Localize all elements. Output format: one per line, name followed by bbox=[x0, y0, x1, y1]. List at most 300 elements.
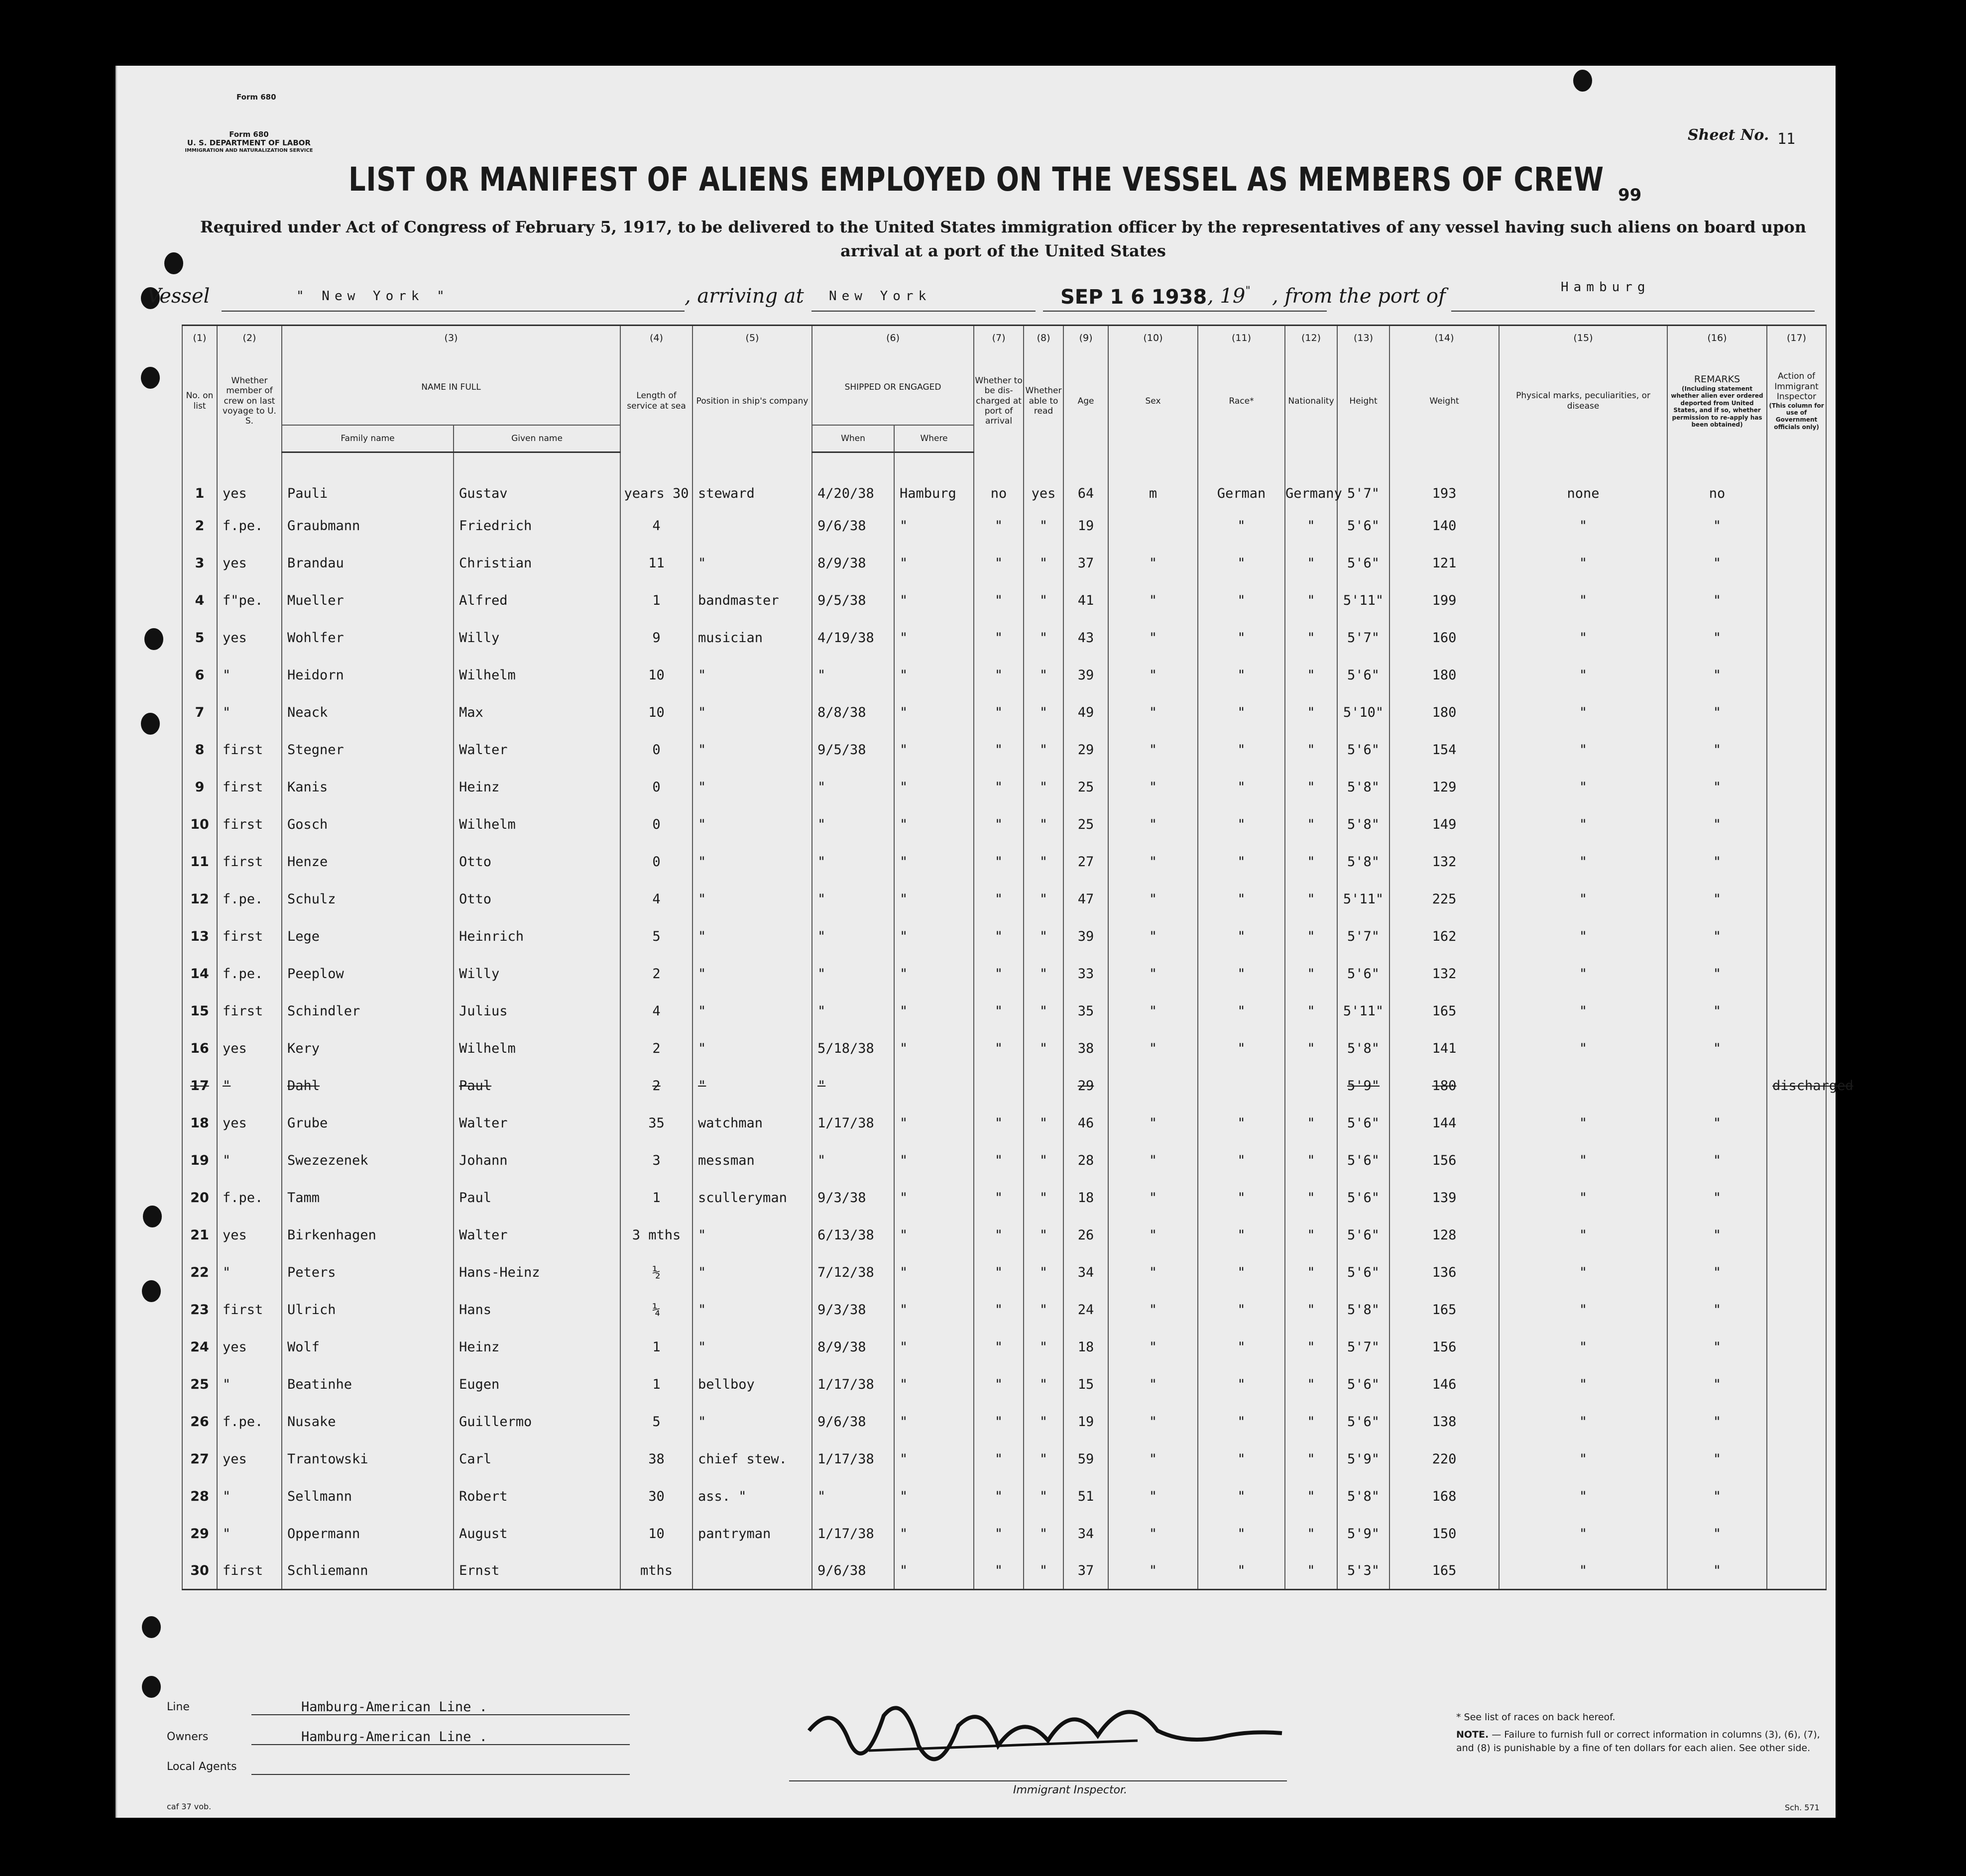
cell-read: " bbox=[1024, 843, 1063, 881]
cell-position: steward bbox=[693, 452, 812, 507]
cell-where: " bbox=[894, 619, 974, 657]
cell-sex: " bbox=[1108, 1104, 1198, 1142]
cell-no: 20 bbox=[182, 1179, 217, 1216]
cell-age: 27 bbox=[1063, 843, 1108, 881]
cell-service: 4 bbox=[620, 993, 693, 1030]
cell-position: " bbox=[693, 545, 812, 582]
cell-discharged: " bbox=[974, 1291, 1024, 1328]
cell-no: 18 bbox=[182, 1104, 217, 1142]
table-row bbox=[182, 657, 1826, 694]
table-row bbox=[182, 918, 1826, 955]
cell-race: " bbox=[1198, 582, 1285, 619]
cell-age: 19 bbox=[1063, 507, 1108, 545]
cell-position: " bbox=[693, 1067, 812, 1104]
cell-sex bbox=[1108, 507, 1198, 545]
cell-action bbox=[1767, 1291, 1826, 1328]
cell-remarks: " bbox=[1667, 1030, 1767, 1067]
cell-age: 34 bbox=[1063, 1515, 1108, 1552]
cell-marks: " bbox=[1499, 545, 1667, 582]
cell-where: " bbox=[894, 1104, 974, 1142]
cell-read bbox=[1024, 1067, 1063, 1104]
department-name: U. S. DEPARTMENT OF LABOR bbox=[187, 138, 311, 148]
cell-marks: " bbox=[1499, 1030, 1667, 1067]
table-row bbox=[182, 1552, 1826, 1590]
cell-action bbox=[1767, 619, 1826, 657]
note-prefix: NOTE. bbox=[1456, 1729, 1489, 1740]
cell-marks: " bbox=[1499, 1142, 1667, 1179]
cell-when: 8/8/38 bbox=[812, 694, 894, 731]
cell-member: " bbox=[217, 1366, 282, 1403]
cell-position: " bbox=[693, 731, 812, 769]
cell-action bbox=[1767, 1179, 1826, 1216]
cell-weight: 193 bbox=[1389, 452, 1499, 507]
cell-height: 5'6" bbox=[1337, 507, 1389, 545]
line-value: Hamburg-American Line . bbox=[301, 1699, 487, 1715]
cell-remarks: " bbox=[1667, 1440, 1767, 1478]
table-row bbox=[182, 1366, 1826, 1403]
cell-height: 5'11" bbox=[1337, 881, 1389, 918]
cell-weight: 220 bbox=[1389, 1440, 1499, 1478]
cell-family: Kanis bbox=[282, 769, 454, 806]
cell-age: 64 bbox=[1063, 452, 1108, 507]
cell-nationality: " bbox=[1285, 1552, 1337, 1590]
cell-discharged: " bbox=[974, 619, 1024, 657]
cell-race: " bbox=[1198, 1515, 1285, 1552]
cell-age: 59 bbox=[1063, 1440, 1108, 1478]
cell-height: 5'9" bbox=[1337, 1440, 1389, 1478]
cell-sex: " bbox=[1108, 1478, 1198, 1515]
cell-service: 4 bbox=[620, 881, 693, 918]
cell-service: ¼ bbox=[620, 1291, 693, 1328]
cell-nationality: " bbox=[1285, 1142, 1337, 1179]
col-num-6: (6) bbox=[812, 326, 974, 350]
cell-when: " bbox=[812, 1478, 894, 1515]
arriving-port: New York bbox=[829, 289, 931, 304]
vessel-line bbox=[147, 280, 1815, 315]
cell-sex: m bbox=[1108, 452, 1198, 507]
cell-height: 5'6" bbox=[1337, 545, 1389, 582]
cell-marks: " bbox=[1499, 1328, 1667, 1366]
cell-family: Stegner bbox=[282, 731, 454, 769]
cell-read: " bbox=[1024, 918, 1063, 955]
cell-race: " bbox=[1198, 806, 1285, 843]
cell-race: " bbox=[1198, 1403, 1285, 1440]
col-num-11: (11) bbox=[1198, 326, 1285, 350]
cell-where: " bbox=[894, 769, 974, 806]
cell-race: German bbox=[1198, 452, 1285, 507]
cell-family: Lege bbox=[282, 918, 454, 955]
cell-height: 5'8" bbox=[1337, 1030, 1389, 1067]
cell-action bbox=[1767, 1440, 1826, 1478]
cell-when: " bbox=[812, 955, 894, 993]
cell-sex: " bbox=[1108, 1515, 1198, 1552]
cell-no: 25 bbox=[182, 1366, 217, 1403]
cell-given: Heinrich bbox=[454, 918, 620, 955]
cell-nationality: " bbox=[1285, 545, 1337, 582]
cell-given: Guillermo bbox=[454, 1403, 620, 1440]
cell-member: first bbox=[217, 843, 282, 881]
cell-service: 4 bbox=[620, 507, 693, 545]
cell-sex: " bbox=[1108, 1291, 1198, 1328]
cell-sex: " bbox=[1108, 582, 1198, 619]
cell-no: 26 bbox=[182, 1403, 217, 1440]
cell-where bbox=[894, 1067, 974, 1104]
cell-action bbox=[1767, 1104, 1826, 1142]
cell-service: 0 bbox=[620, 769, 693, 806]
failure-note bbox=[1456, 1728, 1825, 1755]
cell-read: " bbox=[1024, 1552, 1063, 1590]
col-num-1: (1) bbox=[182, 326, 217, 350]
cell-given: Wilhelm bbox=[454, 657, 620, 694]
cell-marks: " bbox=[1499, 993, 1667, 1030]
cell-where: " bbox=[894, 545, 974, 582]
cell-position: " bbox=[693, 694, 812, 731]
cell-age: 39 bbox=[1063, 657, 1108, 694]
sheet-number-value: 11 bbox=[1777, 130, 1796, 148]
cell-discharged: " bbox=[974, 1515, 1024, 1552]
cell-remarks: " bbox=[1667, 545, 1767, 582]
manifest-sheet bbox=[116, 66, 1853, 1818]
cell-sex: " bbox=[1108, 955, 1198, 993]
cell-member: first bbox=[217, 1552, 282, 1590]
cell-member: " bbox=[217, 1515, 282, 1552]
from-port: Hamburg bbox=[1561, 280, 1650, 295]
cell-given: Otto bbox=[454, 881, 620, 918]
cell-where: " bbox=[894, 1179, 974, 1216]
cell-position: " bbox=[693, 881, 812, 918]
cell-no: 11 bbox=[182, 843, 217, 881]
cell-marks: " bbox=[1499, 1104, 1667, 1142]
cell-read: " bbox=[1024, 955, 1063, 993]
cell-where: " bbox=[894, 1478, 974, 1515]
cell-read: " bbox=[1024, 507, 1063, 545]
cell-when: 8/9/38 bbox=[812, 1328, 894, 1366]
header-age: Age bbox=[1063, 350, 1108, 452]
cell-nationality: " bbox=[1285, 1403, 1337, 1440]
cell-race: " bbox=[1198, 1216, 1285, 1254]
cell-sex: " bbox=[1108, 1254, 1198, 1291]
department-block bbox=[174, 130, 324, 153]
cell-action bbox=[1767, 507, 1826, 545]
cell-service: 3 mths bbox=[620, 1216, 693, 1254]
cell-member: first bbox=[217, 918, 282, 955]
cell-member: " bbox=[217, 1142, 282, 1179]
cell-family: Trantowski bbox=[282, 1440, 454, 1478]
cell-race: " bbox=[1198, 1552, 1285, 1590]
cell-read: " bbox=[1024, 806, 1063, 843]
cell-weight: 160 bbox=[1389, 619, 1499, 657]
cell-action bbox=[1767, 918, 1826, 955]
cell-nationality: " bbox=[1285, 619, 1337, 657]
cell-family: Kery bbox=[282, 1030, 454, 1067]
cell-given: Heinz bbox=[454, 1328, 620, 1366]
cell-discharged: " bbox=[974, 1216, 1024, 1254]
col-num-10: (10) bbox=[1108, 326, 1198, 350]
cell-sex: " bbox=[1108, 1403, 1198, 1440]
cell-discharged: no bbox=[974, 452, 1024, 507]
cell-remarks: " bbox=[1667, 1142, 1767, 1179]
cell-given: Hans bbox=[454, 1291, 620, 1328]
header-name-in-full: NAME IN FULL bbox=[282, 350, 620, 425]
header-height: Height bbox=[1337, 350, 1389, 452]
cell-race: " bbox=[1198, 1142, 1285, 1179]
cell-marks: " bbox=[1499, 769, 1667, 806]
cell-weight: 162 bbox=[1389, 918, 1499, 955]
cell-remarks: " bbox=[1667, 1216, 1767, 1254]
cell-sex: " bbox=[1108, 806, 1198, 843]
cell-race: " bbox=[1198, 993, 1285, 1030]
col-num-15: (15) bbox=[1499, 326, 1667, 350]
cell-given: Walter bbox=[454, 1216, 620, 1254]
cell-weight: 165 bbox=[1389, 993, 1499, 1030]
cell-sex: " bbox=[1108, 694, 1198, 731]
cell-marks: " bbox=[1499, 1515, 1667, 1552]
cell-read: " bbox=[1024, 1403, 1063, 1440]
cell-member: " bbox=[217, 1478, 282, 1515]
cell-no: 6 bbox=[182, 657, 217, 694]
cell-race bbox=[1198, 1067, 1285, 1104]
requirement-text: Required under Act of Congress of February 5, 1917, to be delivered to the United States immigration officer by the representatives of any vessel having such aliens on board upon arrival at a port of the United States bbox=[200, 218, 1806, 260]
cell-service: 30 bbox=[620, 1478, 693, 1515]
cell-marks: " bbox=[1499, 843, 1667, 881]
table-row bbox=[182, 545, 1826, 582]
cell-family: Brandau bbox=[282, 545, 454, 582]
cell-discharged: " bbox=[974, 769, 1024, 806]
col-num-14: (14) bbox=[1389, 326, 1499, 350]
cell-no: 23 bbox=[182, 1291, 217, 1328]
cell-age: 41 bbox=[1063, 582, 1108, 619]
cell-race: " bbox=[1198, 918, 1285, 955]
cell-race: " bbox=[1198, 1291, 1285, 1328]
cell-remarks: " bbox=[1667, 1366, 1767, 1403]
cell-height: 5'10" bbox=[1337, 694, 1389, 731]
cell-marks: " bbox=[1499, 694, 1667, 731]
header-nationality: Nationality bbox=[1285, 350, 1337, 452]
table-row bbox=[182, 993, 1826, 1030]
cell-given: Walter bbox=[454, 731, 620, 769]
cell-remarks: " bbox=[1667, 1515, 1767, 1552]
col-num-4: (4) bbox=[620, 326, 693, 350]
cell-action bbox=[1767, 1478, 1826, 1515]
cell-nationality: " bbox=[1285, 1515, 1337, 1552]
header-action-note: (This column for use of Government officials only) bbox=[1769, 402, 1824, 431]
cell-nationality: " bbox=[1285, 881, 1337, 918]
cell-sex: " bbox=[1108, 918, 1198, 955]
cell-age: 37 bbox=[1063, 545, 1108, 582]
cell-nationality: " bbox=[1285, 1179, 1337, 1216]
cell-member: yes bbox=[217, 452, 282, 507]
cell-position: " bbox=[693, 843, 812, 881]
cell-discharged: " bbox=[974, 507, 1024, 545]
cell-nationality: " bbox=[1285, 843, 1337, 881]
cell-sex: " bbox=[1108, 1328, 1198, 1366]
cell-family: Wolf bbox=[282, 1328, 454, 1366]
cell-member: f.pe. bbox=[217, 1179, 282, 1216]
cell-race: " bbox=[1198, 1478, 1285, 1515]
table-row bbox=[182, 1067, 1826, 1104]
cell-when: 1/17/38 bbox=[812, 1366, 894, 1403]
cell-height: 5'6" bbox=[1337, 1179, 1389, 1216]
cell-nationality: " bbox=[1285, 1328, 1337, 1366]
col-num-5: (5) bbox=[693, 326, 812, 350]
cell-weight: 156 bbox=[1389, 1142, 1499, 1179]
cell-service: 0 bbox=[620, 843, 693, 881]
table-row bbox=[182, 806, 1826, 843]
cell-marks: " bbox=[1499, 918, 1667, 955]
table-row bbox=[182, 1515, 1826, 1552]
col-num-2: (2) bbox=[217, 326, 282, 350]
cell-marks: " bbox=[1499, 1366, 1667, 1403]
cell-when: 1/17/38 bbox=[812, 1440, 894, 1478]
column-label-row bbox=[182, 350, 1826, 425]
table-row bbox=[182, 694, 1826, 731]
owners-value: Hamburg-American Line . bbox=[301, 1729, 487, 1745]
cell-discharged: " bbox=[974, 1104, 1024, 1142]
column-number-row bbox=[182, 326, 1826, 350]
cell-member: first bbox=[217, 1291, 282, 1328]
cell-remarks: " bbox=[1667, 881, 1767, 918]
cell-service: 10 bbox=[620, 1515, 693, 1552]
cell-position: watchman bbox=[693, 1104, 812, 1142]
table-row bbox=[182, 1403, 1826, 1440]
cell-read: " bbox=[1024, 657, 1063, 694]
cell-nationality: " bbox=[1285, 918, 1337, 955]
cell-when: " bbox=[812, 843, 894, 881]
cell-position: messman bbox=[693, 1142, 812, 1179]
cell-nationality: Germany bbox=[1285, 452, 1337, 507]
cell-given: Gustav bbox=[454, 452, 620, 507]
cell-where: " bbox=[894, 1216, 974, 1254]
cell-where: " bbox=[894, 881, 974, 918]
handwritten-number: 99 bbox=[1618, 185, 1642, 205]
table-row bbox=[182, 1254, 1826, 1291]
cell-age: 25 bbox=[1063, 806, 1108, 843]
cell-service: 3 bbox=[620, 1142, 693, 1179]
cell-where: " bbox=[894, 806, 974, 843]
cell-age: 51 bbox=[1063, 1478, 1108, 1515]
table-row bbox=[182, 452, 1826, 507]
cell-when: " bbox=[812, 918, 894, 955]
cell-action bbox=[1767, 1552, 1826, 1590]
manifest-title: LIST OR MANIFEST OF ALIENS EMPLOYED ON THE VESSEL AS MEMBERS OF CREW bbox=[348, 160, 1604, 199]
cell-service: 1 bbox=[620, 1328, 693, 1366]
cell-weight: 132 bbox=[1389, 843, 1499, 881]
cell-age: 35 bbox=[1063, 993, 1108, 1030]
cell-no: 17 bbox=[182, 1067, 217, 1104]
col-num-9: (9) bbox=[1063, 326, 1108, 350]
cell-read: " bbox=[1024, 582, 1063, 619]
header-able-to-read: Whether able to read bbox=[1024, 350, 1063, 452]
cell-member: yes bbox=[217, 1216, 282, 1254]
cell-where: " bbox=[894, 1291, 974, 1328]
cell-race: " bbox=[1198, 731, 1285, 769]
cell-read: " bbox=[1024, 731, 1063, 769]
cell-weight: 180 bbox=[1389, 1067, 1499, 1104]
cell-member: first bbox=[217, 731, 282, 769]
cell-action: discharged bbox=[1767, 1067, 1826, 1104]
cell-race: " bbox=[1198, 1366, 1285, 1403]
races-note: * See list of races on back hereof. bbox=[1456, 1712, 1616, 1723]
col-num-8: (8) bbox=[1024, 326, 1063, 350]
cell-remarks: " bbox=[1667, 731, 1767, 769]
cell-where: " bbox=[894, 1030, 974, 1067]
cell-remarks bbox=[1667, 1067, 1767, 1104]
cell-sex: " bbox=[1108, 545, 1198, 582]
cell-action bbox=[1767, 1515, 1826, 1552]
cell-weight: 168 bbox=[1389, 1478, 1499, 1515]
cell-marks bbox=[1499, 1067, 1667, 1104]
cell-where: " bbox=[894, 1142, 974, 1179]
cell-age: 39 bbox=[1063, 918, 1108, 955]
cell-read: " bbox=[1024, 1216, 1063, 1254]
cell-sex: " bbox=[1108, 993, 1198, 1030]
inspector-signature bbox=[789, 1671, 1287, 1785]
cell-nationality: " bbox=[1285, 657, 1337, 694]
cell-height: 5'9" bbox=[1337, 1067, 1389, 1104]
cell-marks: none bbox=[1499, 452, 1667, 507]
cell-family: Pauli bbox=[282, 452, 454, 507]
cell-where: " bbox=[894, 582, 974, 619]
cell-where: " bbox=[894, 1403, 974, 1440]
cell-nationality: " bbox=[1285, 1366, 1337, 1403]
cell-member: " bbox=[217, 657, 282, 694]
cell-discharged: " bbox=[974, 1328, 1024, 1366]
cell-marks: " bbox=[1499, 1254, 1667, 1291]
table-row bbox=[182, 731, 1826, 769]
cell-where: " bbox=[894, 731, 974, 769]
cell-action bbox=[1767, 657, 1826, 694]
table-row bbox=[182, 1142, 1826, 1179]
cell-no: 14 bbox=[182, 955, 217, 993]
cell-height: 5'6" bbox=[1337, 955, 1389, 993]
cell-height: 5'8" bbox=[1337, 806, 1389, 843]
cell-nationality: " bbox=[1285, 731, 1337, 769]
cell-weight: 154 bbox=[1389, 731, 1499, 769]
cell-family: Birkenhagen bbox=[282, 1216, 454, 1254]
cell-sex: " bbox=[1108, 1179, 1198, 1216]
cell-action bbox=[1767, 881, 1826, 918]
cell-service: 5 bbox=[620, 1403, 693, 1440]
cell-no: 24 bbox=[182, 1328, 217, 1366]
cell-given: Otto bbox=[454, 843, 620, 881]
cell-marks: " bbox=[1499, 1179, 1667, 1216]
cell-when: 9/5/38 bbox=[812, 731, 894, 769]
cell-service: years 30 bbox=[620, 452, 693, 507]
from-label: , from the port of bbox=[1272, 285, 1446, 308]
cell-remarks: " bbox=[1667, 1552, 1767, 1590]
cell-discharged: " bbox=[974, 582, 1024, 619]
cell-when: " bbox=[812, 1142, 894, 1179]
cell-age: 15 bbox=[1063, 1366, 1108, 1403]
header-race: Race* bbox=[1198, 350, 1285, 452]
cell-family: Dahl bbox=[282, 1067, 454, 1104]
cell-nationality: " bbox=[1285, 769, 1337, 806]
header-when: When bbox=[812, 425, 894, 452]
cell-given: Wilhelm bbox=[454, 1030, 620, 1067]
cell-discharged: " bbox=[974, 1440, 1024, 1478]
cell-family: Beatinhe bbox=[282, 1366, 454, 1403]
cell-weight: 156 bbox=[1389, 1328, 1499, 1366]
cell-given: Walter bbox=[454, 1104, 620, 1142]
cell-discharged bbox=[974, 1067, 1024, 1104]
cell-marks: " bbox=[1499, 507, 1667, 545]
cell-where: " bbox=[894, 507, 974, 545]
cell-when: 4/20/38 bbox=[812, 452, 894, 507]
cell-height: 5'11" bbox=[1337, 582, 1389, 619]
cell-marks: " bbox=[1499, 731, 1667, 769]
cell-sex: " bbox=[1108, 1030, 1198, 1067]
cell-where: " bbox=[894, 1328, 974, 1366]
